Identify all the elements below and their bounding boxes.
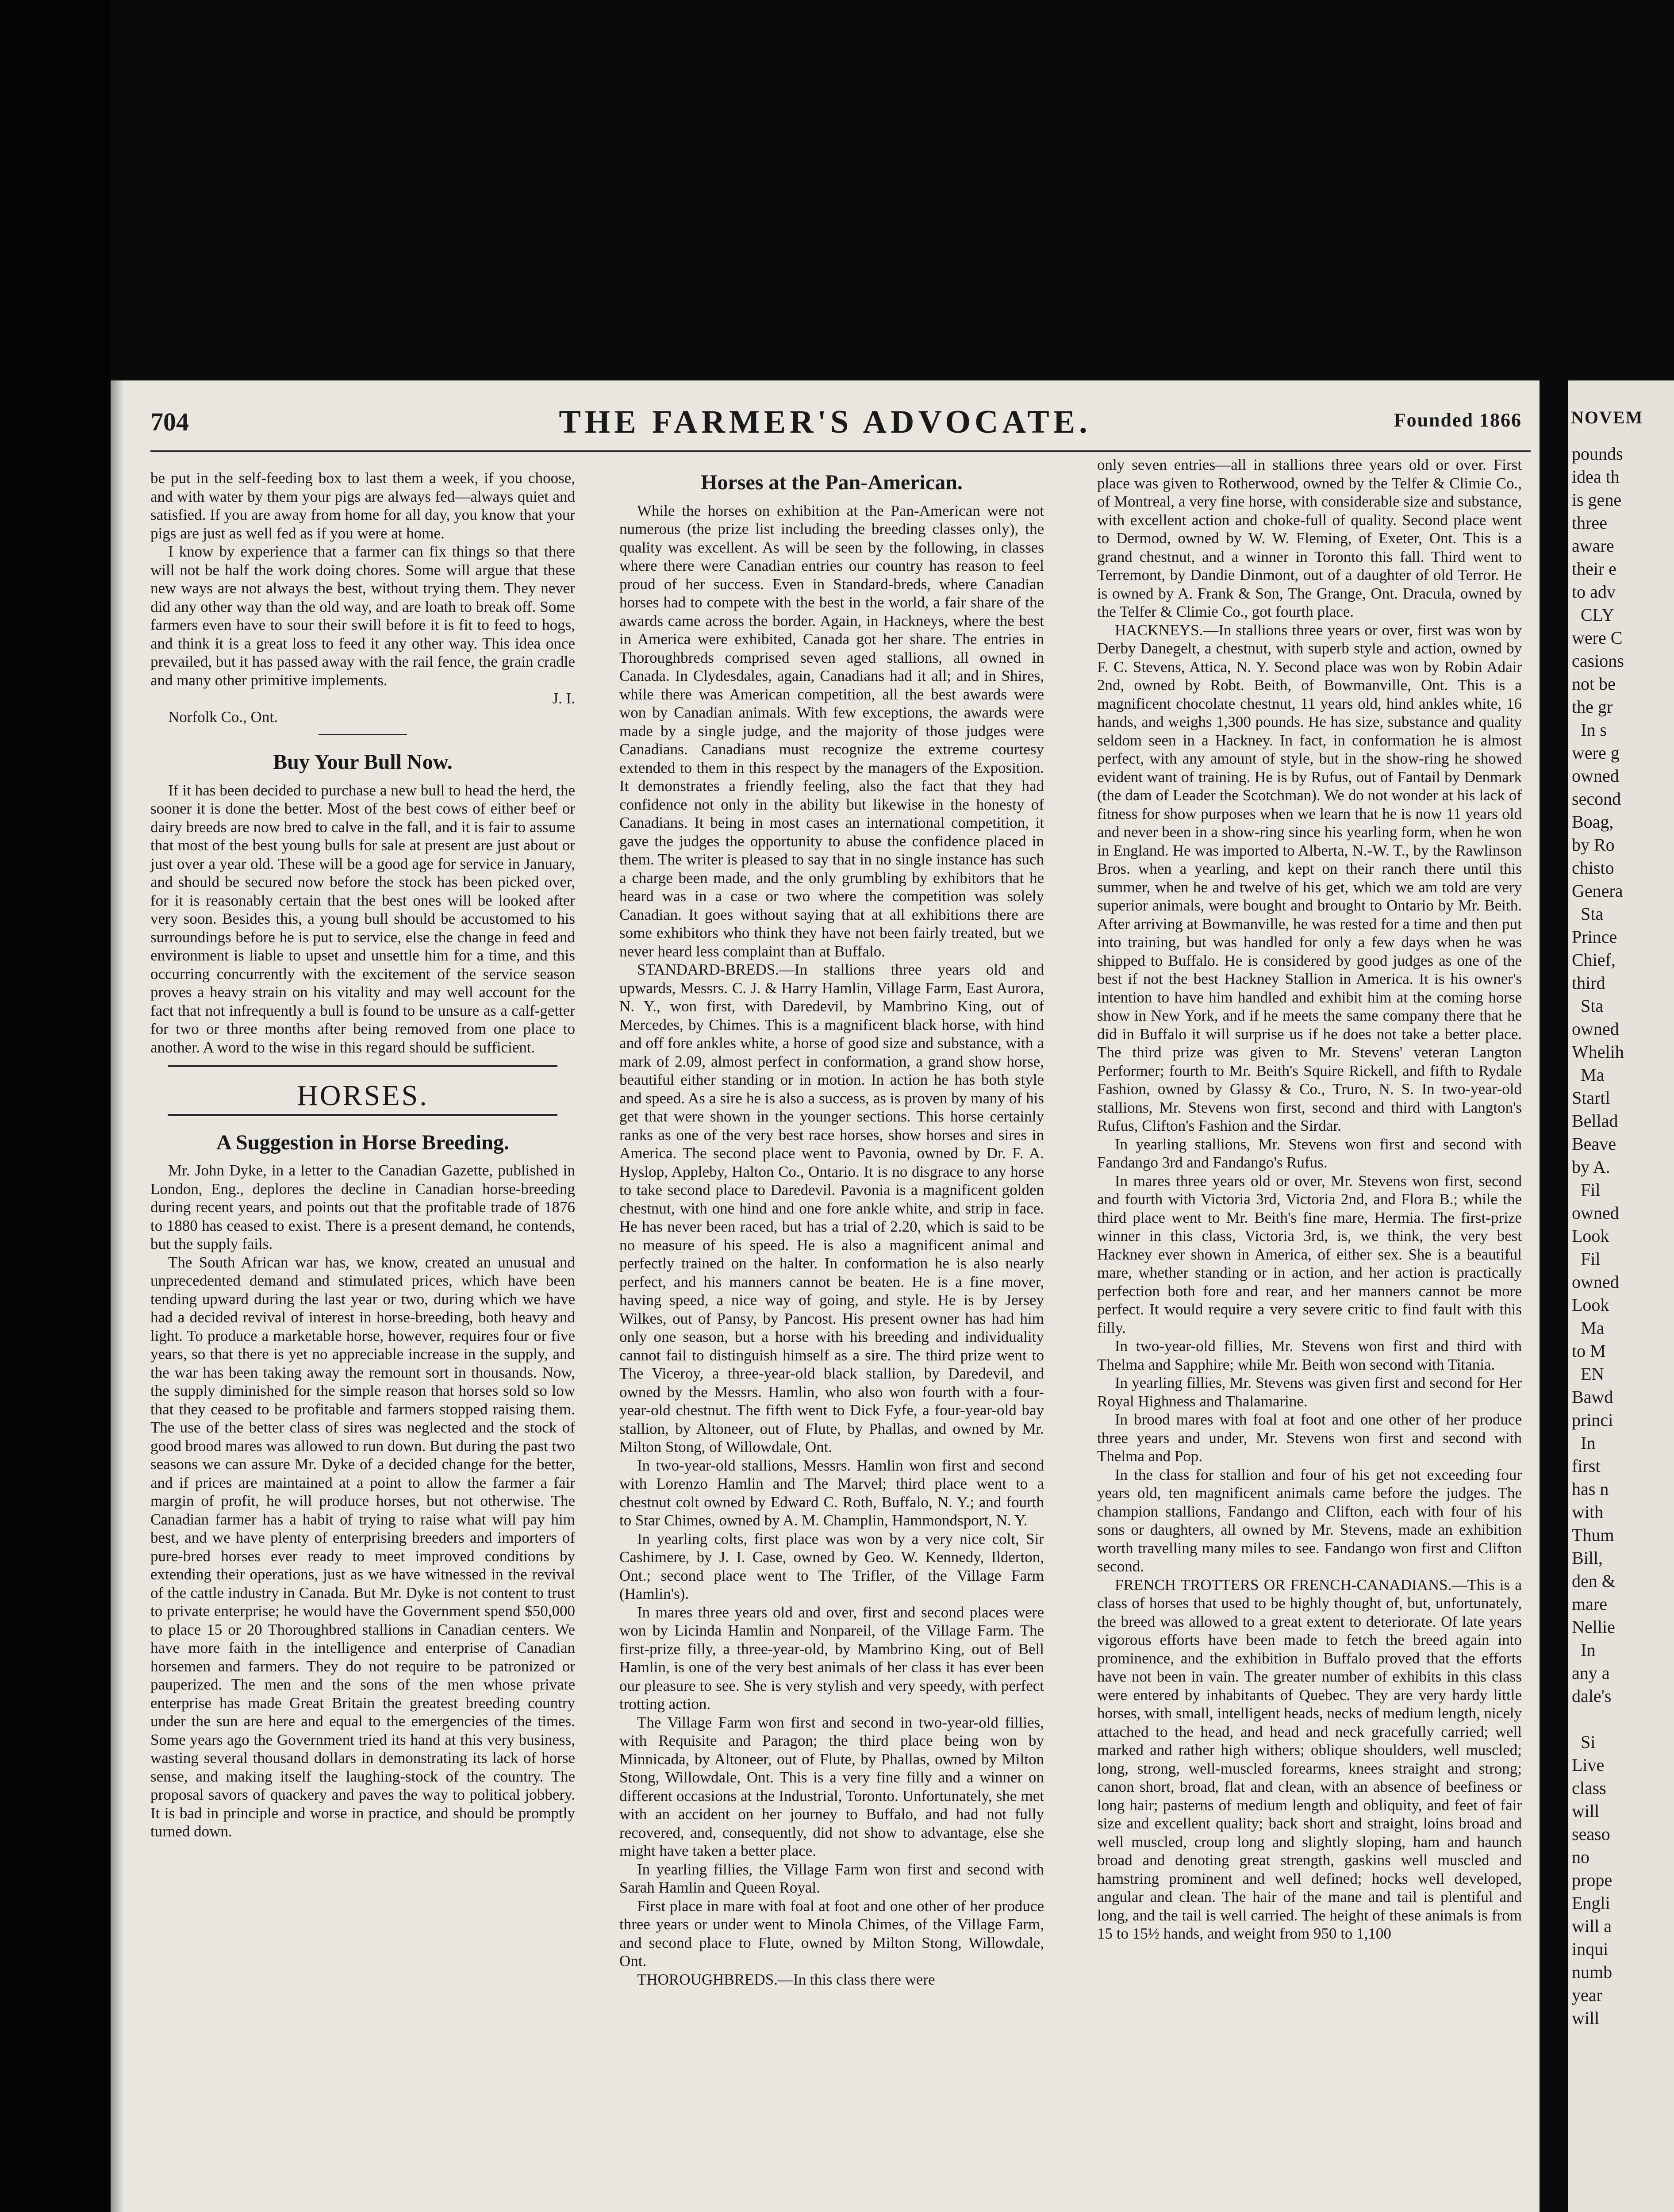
paragraph: In two-year-old fillies, Mr. Stevens won first and third with Thelma and Sapphire; while Mr. Beith won second with Titania. <box>1097 1337 1522 1373</box>
paragraph: The Village Farm won first and second in two-year-old fillies, with Requisite and Paragon; the third place being won by Minnicada, by Altoneer, out of Flute, by Phallas, owned by Milton Stong, Willowdale, Ont. This is a very fine filly and a winner on different occasions at the Industrial, Toronto. Unfortunately, she met with an accident on her journey to Buffalo, and had not fully recovered, and, consequently, did not show to advantage, else she might have taken a better place. <box>619 1713 1044 1859</box>
paragraph: In yearling fillies, Mr. Stevens was given first and second for Her Royal Highness and Thalamarine. <box>1097 1374 1522 1410</box>
article-title-bull: Buy Your Bull Now. <box>273 750 453 774</box>
paragraph: only seven entries—all in stallions three years old or over. First place was given to Rotherwood, owned by the Telfer & Climie Co., of Montreal, a very fine horse, with considerable size and substance, with excellent action and choke-full of quality. Second place went to Dermod, owned by W. W. Fleming, of Exeter, Ont. This is a grand chestnut, and a winner in Toronto this fall. Third went to Terremont, by Dandie Dinmont, out of a daughter of old Terror. He is owned by A. Frank & Son, The Grange, Ont. Dracula, owned by the Telfer & Climie Co., got fourth place. <box>1097 456 1522 620</box>
newspaper-page <box>111 380 1540 2212</box>
paragraph: In brood mares with foal at foot and one other of her produce three years and under, Mr. Stevens won first and second with Thelma and Pop. <box>1097 1411 1522 1465</box>
column-1 <box>150 469 575 1841</box>
column-3 <box>1097 456 1522 1943</box>
paragraph: THOROUGHBREDS.—In this class there were <box>637 1970 935 1988</box>
divider <box>319 734 407 735</box>
adjacent-page-text: pounds idea th is gene three aware their e to adv CLY were C casions not be the gr In s were g owned second Boag, by Ro chisto Genera Sta Prince Chief, third Sta owned Whelih Ma Startl Bellad Beave by A. Fil owned Look Fil owned Look Ma to M EN Bawd princi In first has n with Thum Bill, den & mare Nellie In any a dale's Si Live class will seaso no prope Engli will a inqui numb year will <box>1572 444 1624 2028</box>
paragraph: In yearling stallions, Mr. Stevens won first and second with Fandango 3rd and Fandango's Rufus. <box>1097 1135 1522 1171</box>
divider <box>168 1114 557 1116</box>
paragraph: In yearling colts, first place was won by a very nice colt, Sir Cashimere, by J. I. Case, owned by Geo. W. Kennedy, Ilderton, Ont.; second place went to The Trifler, of the Village Farm (Hamlin's). <box>619 1530 1044 1602</box>
column-2 <box>619 473 1044 1989</box>
location: Norfolk Co., Ont. <box>168 708 278 726</box>
page-header <box>111 380 1540 447</box>
paragraph: While the horses on exhibition at the Pan-American were not numerous (the prize list including the breeding classes only), the quality was excellent. As will be seen by the following, in classes where there were Canadian entries our country has reason to feel proud of her success. Even in Standard-breds, where Canadian horses had to compete with the best in the world, a fair share of the awards came across the border. Again, in Hackneys, where the best in America were exhibited, Canada got her share. The entries in Thoroughbreds comprised seven aged stallions, all owned in Canada. In Clydesdales, again, Canadians had it all; and in Shires, while there was American competition, all the best awards were won by Canadian animals. With few exceptions, the awards were made by a single judge, and the majority of those judges were Canadians. Canadians must recognize the extreme courtesy extended to them in this respect by the managers of the Exposition. It demonstrates a friendly feeling, also the fact that they had confidence not only in the ability but likewise in the honesty of Canadians. It being in most cases an international competition, it gave the judges the opportunity to abuse the confidence placed in them. The writer is pleased to say that in no single instance has such a charge been made, and the only grumbling by exhibitors that he heard was in a case or two where the competition was solely Canadian. It goes without saying that at all exhibitions there are some exhibitors who think they have not been fairly treated, but we never heard less complaint than at Buffalo. <box>619 502 1044 960</box>
header-rule <box>150 450 1531 452</box>
paragraph: be put in the self-feeding box to last them a week, if you choose, and with water by them your pigs are always fed—always quiet and satisfied. If you are away from home for all day, you know that your pigs are just as well fed as if you were at home. <box>150 469 575 542</box>
paragraph: In the class for stallion and four of his get not exceeding four years old, ten magnificent animals came before the judges. The champion stallions, Fandango and Clifton, each with four of his sons or daughters, all owned by Mr. Stevens, made an exhibition worth travelling many miles to see. Fandango won first and Clifton second. <box>1097 1466 1522 1575</box>
paragraph: The South African war has, we know, created an unusual and unprecedented demand and stimulated prices, which have been tending upward during the last year or two, during which we have had a decided revival of interest in horse-breeding, both heavy and light. To produce a marketable horse, however, requires four or five years, so that there is yet no appreciable increase in the supply, and the war has been taking away the remount sort in thousands. Now, the supply diminished for the simple reason that horses sold so low that they ceased to be profitable and farmers stopped raising them. The use of the better class of sires was neglected and the stock of good brood mares was allowed to run down. But during the past two seasons we can assure Mr. Dyke of a decided change for the better, and if prices are maintained at a point to allow the farmer a fair margin of profit, he will produce horses, but not otherwise. The Canadian farmer has a habit of trying to raise what will pay him best, and we have plenty of enterprising breeders and importers of pure-bred horses ever ready to meet improved conditions by extending their operations, just as we have witnessed in the revival of the cattle industry in Canada. But Mr. Dyke is not content to trust to private enterprise; he would have the Government spend $50,000 to place 15 or 20 Thoroughbred stallions in Canadian centers. We have more faith in the intelligence and enterprise of Canadian horsemen and farmers. They do not require to be patronized or pauperized. The men and the sons of the men whose private enterprise has made Great Britain the greatest breeding country under the sun are here and equal to the emergencies of the times. Some years ago the Government tried its hand at this very business, wasting several thousand dollars in demonstrating its lack of horse sense, and making itself the laughing-stock of the country. The proposal savors of quackery and paves the way to political jobbery. It is bad in principle and worse in practice, and should be promptly turned down. <box>150 1253 575 1840</box>
adjacent-page-edge <box>1568 380 1674 2212</box>
founded-year: Founded 1866 <box>1394 409 1522 431</box>
paragraph: STANDARD-BREDS.—In stallions three years old and upwards, Messrs. C. J. & Harry Hamlin, Village Farm, East Aurora, N. Y., won first, with Daredevil, by Mambrino King, out of Mercedes, by Chimes. This is a magnificent black horse, with hind and off fore ankles white, a horse of good size and substance, with a mark of 2.09, almost perfect in conformation, a grand show horse, beautiful either standing or in motion. In action he has both style and speed. As a sire he is also a success, as is proven by many of his get that were shown in the younger sections. This horse certainly ranks as one of the very best race horses, show horses and sires in America. The second place went to Pavonia, owned by Dr. F. A. Hyslop, Appleby, Halton Co., Ontario. It is no disgrace to any horse to take second place to Daredevil. Pavonia is a magnificent golden chestnut, with one hind and one fore ankle white, and strip in face. He has never been raced, but has a trial of 2.20, which is said to be no measure of his speed. He is also a magnificent animal and perfectly trained on the halter. In conformation he is also nearly perfect, and his manners cannot be beaten. He is a fine mover, having speed, a nice way of going, and style. He is by Jersey Wilkes, out of Pansy, by Pancost. His present owner has had him only one season, but a horse with his breeding and individuality cannot fail to distinguish himself as a sire. The third prize went to The Viceroy, a three-year-old black stallion, by Daredevil, and owned by the Messrs. Hamlin, who also won fourth with a four-year-old chestnut. The fifth went to Dick Fyfe, a four-year-old bay stallion, by Altoneer, out of Flute, by Phallas, and owned by Mr. Milton Stong, of Willowdale, Ont. <box>619 961 1044 1455</box>
paragraph: In mares three years old and over, first and second places were won by Licinda Hamlin and Nonpareil, of the Village Farm. The first-prize filly, a three-year-old, by Mambrino King, out of Bell Hamlin, is one of the very best animals of her class it has ever been our pleasure to see. She is very stylish and very speedy, with perfect trotting action. <box>619 1603 1044 1713</box>
article-title-pan-american: Horses at the Pan-American. <box>701 471 963 494</box>
paragraph: If it has been decided to purchase a new bull to head the herd, the sooner it is done the better. Most of the best cows of either beef or dairy breeds are now bred to calve in the fall, and it is fair to assume that most of the best young bulls for sale at present are just about or just over a year old. These will be a good age for service in January, and should be secured now before the stock has been picked over, for it is reasonably certain that the best ones will be looked after very soon. Besides this, a young bull should be accustomed to his surroundings before he is put to service, else the change in feed and environment is liable to upset and unsettle him for a time, and this occurring concurrently with the excitement of the service season proves a heavy strain on his vitality and may well account for the fact that not infrequently a bull is found to be unsure as a calf-getter for two or three months after being removed from one place to another. A word to the wise in this regard should be sufficient. <box>150 781 575 1056</box>
divider <box>168 1065 557 1067</box>
paragraph: In yearling fillies, the Village Farm won first and second with Sarah Hamlin and Queen Royal. <box>619 1860 1044 1896</box>
paragraph: HACKNEYS.—In stallions three years or over, first was won by Derby Danegelt, a chestnut, with superb style and action, owned by F. C. Stevens, Attica, N. Y. Second place was won by Robin Adair 2nd, owned by Robt. Beith, of Bowmanville, Ont. This is a magnificent chocolate chestnut, 11 years old, hind ankles white, 16 hands, and weighs 1,300 pounds. He has size, substance and quality seldom seen in a Hackney. In fact, in conformation he is almost perfect, with any amount of style, but in the show-ring he showed evident want of training. He is by Rufus, out of Fantail by Denmark (the dam of Leader the Scotchman). We do not wonder at his lack of fitness for show purposes when we learn that he is now 11 years old and never been in a show-ring since his yearling form, when he won in England. He was imported to Alberta, N.-W. T., by the Rawlinson Bros. when a yearling, and kept on their ranch there until this summer, when he and twelve of his get, which we am told are very superior animals, were bought and brought to Ontario by Mr. Beith. After arriving at Bowmanville, he was rested for a time and then put into training, but was handled for only a few days when he was shipped to Buffalo. He is considered by good judges as one of the best if not the best Hackney Stallion in America. It is his owner's intention to have him handled and exhibit him at the coming horse show in New York, and if he meets the same company there that he did in Buffalo it will surprise us if he does not take a better place. The third prize was given to Mr. Stevens' veteran Langton Performer; fourth to Mr. Beith's Squire Rickell, and fifth to Rydale Fashion, owned by Glassy & Co., Truro, N. S. In two-year-old stallions, Mr. Stevens won first, second and third with Langton's Rufus, Clifton's Fashion and the Sirdar. <box>1097 621 1522 1134</box>
adjacent-page-header: NOVEM <box>1571 407 1643 427</box>
paragraph: Mr. John Dyke, in a letter to the Canadian Gazette, published in London, Eng., deplores the decline in Canadian horse-breeding during recent years, and points out that the profitable trade of 1876 to 1880 has ceased to exist. There is a present demand, he contends, but the supply fails. <box>150 1162 575 1252</box>
article-title-suggestion: A Suggestion in Horse Breeding. <box>216 1130 509 1154</box>
section-heading-horses: HORSES. <box>297 1079 429 1112</box>
paragraph: I know by experience that a farmer can fix things so that there will not be half the work doing chores. Some will argue that these new ways are not always the best, without trying them. They never did any other way than the old way, and are loath to break off. Some farmers even have to sour their swill before it is fit to feed to hogs, and think it is a great loss to feed it any other way. This idea once prevailed, but it has passed away with the rail fence, the grain cradle and many other primitive implements. <box>150 543 575 689</box>
paragraph: FRENCH TROTTERS OR FRENCH-CANADIANS.—This is a class of horses that used to be highly thought of, but, unfortunately, the breed was allowed to a great extent to deteriorate. Of late years vigorous efforts have been made to fetch the breed again into prominence, and the exhibition in Buffalo proved that the efforts have not been in vain. The greater number of exhibits in this class were entered by inhabitants of Quebec. They are very hardy little horses, with small, intelligent heads, necks of medium length, nicely attached to the head, and head and neck gracefully carried; well marked and rather high withers; oblique shoulders, well muscled; long, strong, well-muscled forearms, knees straight and strong; canon short, broad, flat and clean, with an absence of beefiness or long hair; pasterns of medium length and obliquity, and feet of fair size and excellent quality; back short and straight, loins broad and well muscled, croup long and slightly sloping, ham and haunch broad and denoting great strength, gaskins well muscled and hamstring prominent and well defined; hocks well developed, angular and clean. The hair of the mane and tail is plentiful and long, and the tail is well carried. The height of these animals is from 15 to 15½ hands, and weight from 950 to 1,100 <box>1097 1576 1522 1942</box>
paragraph: First place in mare with foal at foot and one other of her produce three years or under went to Minola Chimes, of the Village Farm, and second place to Flute, owned by Milton Stong, Willowdale, Ont. <box>619 1897 1044 1970</box>
fold-shadow <box>111 380 124 2212</box>
scan-dark-margin <box>0 0 111 2212</box>
masthead: THE FARMER'S ADVOCATE. <box>559 404 1091 440</box>
signature: J. I. <box>552 690 575 707</box>
paragraph: In two-year-old stallions, Messrs. Hamlin won first and second with Lorenzo Hamlin and The Marvel; third place went to a chestnut colt owned by Edward C. Roth, Buffalo, N. Y.; and fourth to Star Chimes, owned by A. M. Champlin, Hammondsport, N. Y. <box>619 1456 1044 1529</box>
page-number: 704 <box>150 407 189 436</box>
paragraph: In mares three years old or over, Mr. Stevens won first, second and fourth with Victoria 3rd, Victoria 2nd, and Flora B.; while the third place went to Mr. Beith's fine mare, Hermia. The first-prize winner in this class, Victoria 3rd, is, we think, the very best Hackney ever shown in America, of either sex. She is a beautiful mare, whether standing or in action, and her action is practically perfection both fore and rear, and her manners cannot be more perfect. It would require a very severe critic to find fault with this filly. <box>1097 1172 1522 1336</box>
